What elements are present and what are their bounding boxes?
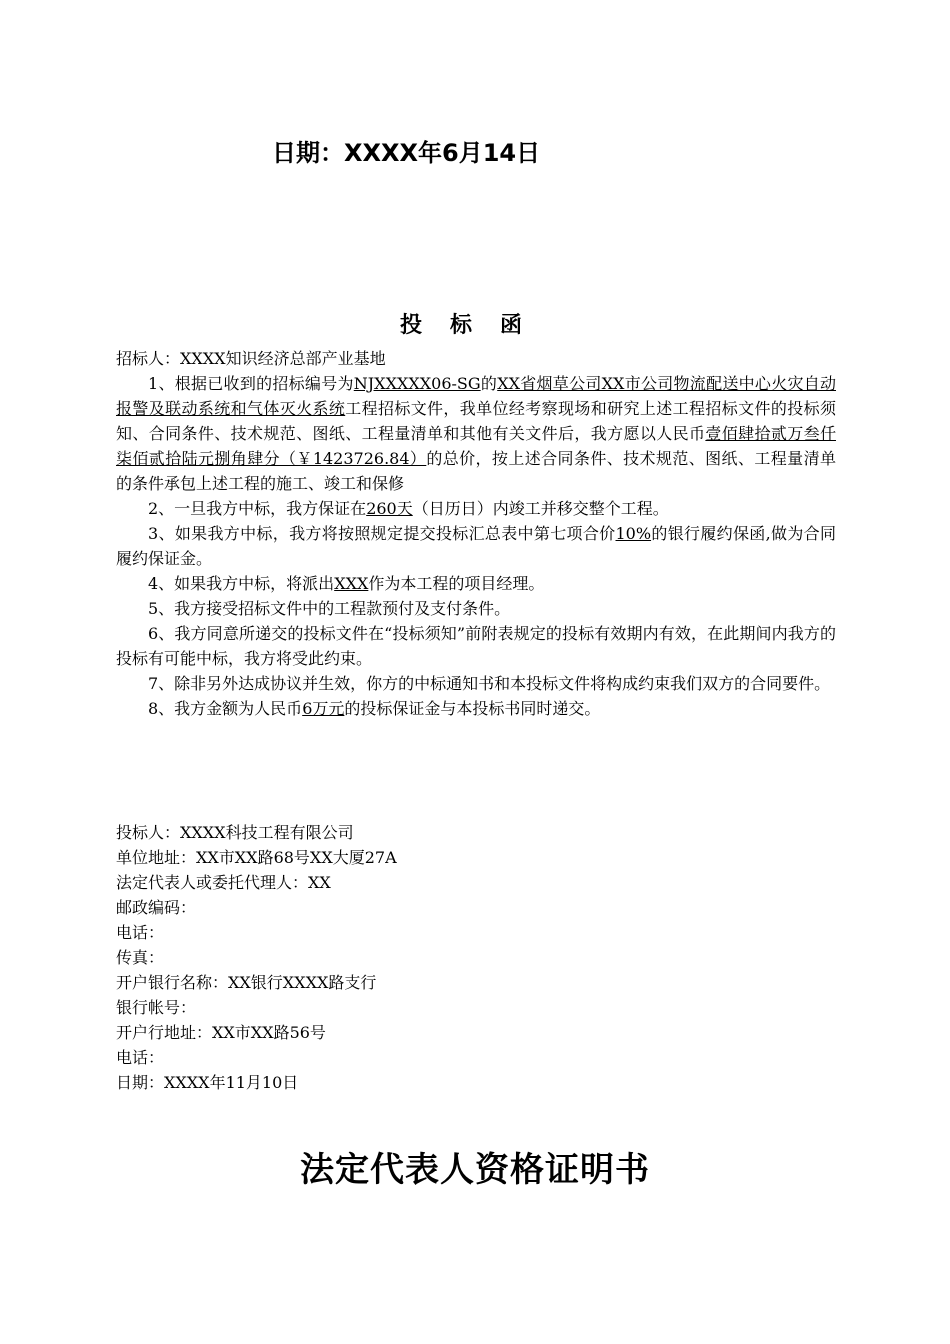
bidder-fax: 传真：	[116, 948, 165, 967]
p1-text-d: 的总价，按上述合同条件、技术规范、图纸、工程量清单的条件承包上述工程的施工、竣工和保修	[116, 449, 836, 493]
p4-text-b: 作为本工程的项目经理。	[368, 574, 545, 593]
letter-title: 投标函	[399, 313, 550, 338]
p1-text-a: 1、根据已收到的招标编号为	[148, 374, 354, 393]
paragraph-2	[116, 496, 836, 521]
bidder-address: 单位地址：XX市XX路68号XX大厦27A	[116, 848, 397, 867]
p3-text-b: 的银行履约保函,做为合同履约保证金。	[116, 524, 836, 568]
bid-deposit: 6万元	[302, 699, 345, 718]
recipient-line: 招标人：XXXX知识经济总部产业基地	[116, 349, 386, 368]
paragraph-8	[116, 696, 836, 721]
p1-text-c: 工程招标文件，我单位经考察现场和研究上述工程招标文件的投标须知、合同条件、技术规范、图纸、工程量清单和其他有关文件后，我方愿以人民币	[116, 399, 836, 443]
letter-body	[116, 346, 836, 721]
paragraph-1	[116, 371, 836, 496]
bidder-info	[116, 820, 397, 1095]
guarantee-percent: 10%	[615, 524, 652, 543]
bidder-postcode: 邮政编码：	[116, 898, 197, 917]
p8-text-b: 的投标保证金与本投标书同时递交。	[344, 699, 601, 718]
completion-days: 260天	[366, 499, 413, 518]
paragraph-4	[116, 571, 836, 596]
bidder-phone: 电话：	[116, 923, 165, 942]
paragraph-7: 7、除非另外达成协议并生效，你方的中标通知书和本投标文件将构成约束我们双方的合同要件。	[148, 674, 831, 693]
bidder-bank-name: 开户银行名称：XX银行XXXX路支行	[116, 973, 377, 992]
paragraph-5: 5、我方接受招标文件中的工程款预付及支付条件。	[148, 599, 511, 618]
bid-amount: 壹佰肆拾贰万叁仟柒佰贰拾陆元捌角肆分（￥1423726.84）	[116, 424, 836, 468]
certificate-title: 法定代表人资格证明书	[300, 1150, 650, 1190]
header-date: 日期：XXXX年6月14日	[272, 139, 541, 167]
p2-text-b: （日历日）内竣工并移交整个工程。	[412, 499, 669, 518]
p8-text-a: 8、我方金额为人民币	[148, 699, 303, 718]
project-name: XX省烟草公司XX市公司物流配送中心火灾自动报警及联动系统和气体灭火系统	[116, 374, 836, 418]
bidder-phone-2: 电话：	[116, 1048, 165, 1067]
bidder-date: 日期：XXXX年11月10日	[116, 1073, 299, 1092]
paragraph-3	[116, 521, 836, 571]
bidder-name: 投标人：XXXX科技工程有限公司	[116, 823, 354, 842]
p1-text-b: 的	[480, 374, 498, 393]
tender-number: NJXXXXX06-SG	[353, 374, 481, 393]
paragraph-6: 6、我方同意所递交的投标文件在“投标须知”前附表规定的投标有效期内有效，在此期间内我方的投标有可能中标，我方将受此约束。	[116, 624, 836, 668]
bidder-bank-account: 银行帐号：	[116, 998, 197, 1017]
bidder-bank-address: 开户行地址：XX市XX路56号	[116, 1023, 326, 1042]
p4-text-a: 4、如果我方中标，将派出	[148, 574, 335, 593]
p2-text-a: 2、一旦我方中标，我方保证在	[148, 499, 367, 518]
project-manager: XXX	[334, 574, 369, 593]
p3-text-a: 3、如果我方中标，我方将按照规定提交投标汇总表中第七项合价	[148, 524, 616, 543]
bidder-representative: 法定代表人或委托代理人：XX	[116, 873, 331, 892]
